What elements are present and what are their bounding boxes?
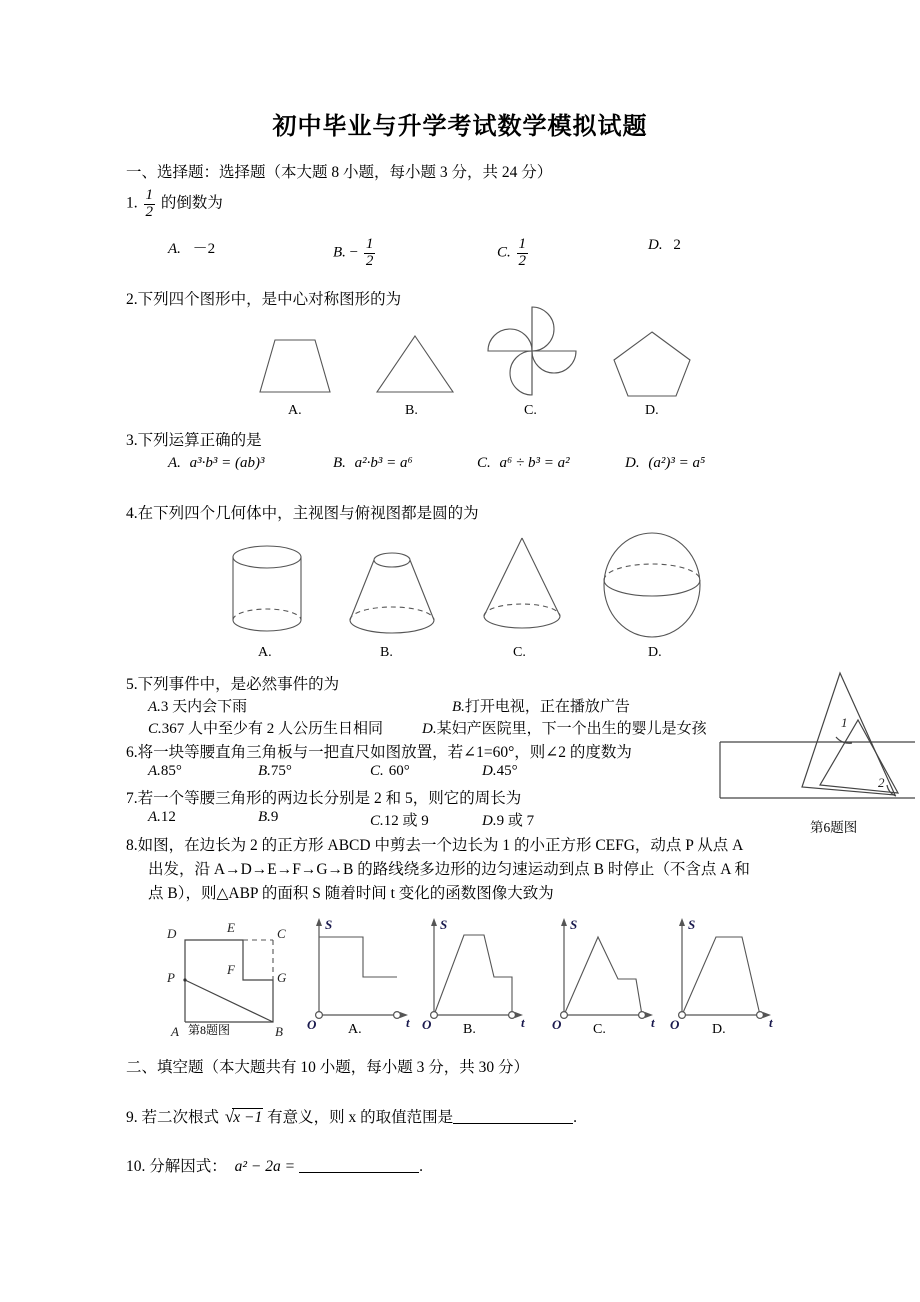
q8-label-F: F — [227, 962, 235, 977]
question-8-line-3: 点 B），则△ABP 的面积 S 随着时间 t 变化的函数图像大致为 — [148, 885, 554, 902]
question-3-stem: 3.下列运算正确的是 — [126, 432, 262, 449]
q4-option-c-label: C. — [513, 645, 526, 660]
q8-graph-c — [550, 915, 660, 1030]
q8-graph-a — [305, 915, 415, 1030]
question-8-line-1: 8.如图，在边长为 2 的正方形 ABCD 中剪去一个边长为 1 的小正方形 CEFG，动点 P 从点 A — [126, 837, 744, 854]
q8-label-G: G — [277, 970, 287, 985]
q7-option-c: C.12 或 9 — [370, 813, 429, 829]
q8-label-C: C — [277, 926, 286, 941]
q6-angle-1-label: 1 — [841, 715, 848, 730]
q8-graph-a-origin-label: O — [307, 1017, 317, 1032]
q9-radical: √x −1 — [224, 1107, 263, 1126]
question-8-line-2: 出发，沿 A→D→E→F→G→B 的路线绕多边形的边匀速运动到点 B 时停止（不含点 A 和 — [148, 861, 750, 878]
q8-graph-d-label: D. — [712, 1022, 726, 1037]
q6-option-a: A.85° — [148, 763, 182, 779]
q1-stem-tail: 的倒数为 — [160, 194, 223, 212]
q6-option-d: D.45° — [482, 763, 518, 779]
q8-graph-a-y-axis-label: S — [325, 917, 333, 932]
q8-label-P: P — [167, 970, 175, 985]
q2-option-c-label: C. — [524, 403, 537, 418]
question-10: 10. 分解因式： a² − 2a = . — [126, 1158, 423, 1175]
question-1-stem — [126, 188, 223, 221]
q2-shape-triangle — [365, 320, 465, 405]
question-6-stem: 6.将一块等腰直角三角板与一把直尺如图放置，若∠1=60°，则∠2 的度数为 — [126, 744, 632, 761]
q5-option-d: D.某妇产医院里，下一个出生的婴儿是女孩 — [422, 721, 707, 737]
q4-solid-cylinder — [225, 535, 315, 640]
q8-graph-d-y-axis-label: S — [688, 917, 696, 932]
q6-option-b: B.75° — [258, 763, 292, 779]
q8-graph-c-y-axis-label: S — [570, 917, 578, 932]
q1-option-c-fraction: $\frac{1}{2}$ — [518, 236, 527, 269]
q8-label-E: E — [227, 920, 235, 935]
q8-graph-d-origin-label: O — [670, 1017, 680, 1032]
q8-label-A: A — [171, 1024, 179, 1039]
q8-graph-b — [420, 915, 530, 1030]
q2-shape-trapezoid — [250, 320, 340, 405]
q8-figure-caption: 第8题图 — [188, 1023, 231, 1037]
q1-number: 1. — [126, 194, 138, 212]
q4-solid-frustum — [340, 535, 445, 640]
q8-graph-c-label: C. — [593, 1022, 606, 1037]
q2-shape-pentagon — [605, 320, 700, 405]
q2-option-b-label: B. — [405, 403, 418, 418]
q8-graph-c-x-axis-label: t — [651, 1015, 655, 1030]
q1-option-c: C. $\frac{1}{2}$ — [497, 236, 527, 269]
q6-angle-2-label: 2 — [878, 775, 885, 790]
q6-figure-caption: 第6题图 — [810, 820, 858, 835]
q1-option-d: D. 2 — [648, 237, 681, 253]
q1-option-b-fraction: $\frac{1}{2}$ — [365, 236, 374, 269]
q8-label-D: D — [167, 926, 177, 941]
q7-option-b: B.9 — [258, 809, 279, 825]
q8-graph-c-origin-label: O — [552, 1017, 562, 1032]
q1-option-a: A. －2 — [168, 241, 216, 257]
q1-option-b: B. − $\frac{1}{2}$ — [333, 236, 374, 269]
q8-graph-d-x-axis-label: t — [769, 1015, 773, 1030]
q3-option-d: D. (a²)³ = a⁵ — [625, 455, 706, 471]
question-9: 9. 若二次根式 √x −1 有意义，则 x 的取值范围是 . — [126, 1107, 577, 1126]
q4-option-d-label: D. — [648, 645, 662, 660]
q10-answer-blank[interactable] — [299, 1157, 419, 1173]
q5-option-a: A.3 天内会下雨 — [148, 699, 248, 715]
q3-option-c: C. a⁶ ÷ b³ = a² — [477, 455, 570, 471]
q1-fraction: $\frac{1}{2}$ — [145, 187, 153, 220]
q2-shape-pinwheel — [480, 303, 585, 403]
q5-option-b: B.打开电视，正在播放广告 — [452, 699, 630, 715]
q9-answer-blank[interactable] — [453, 1108, 573, 1124]
q2-option-d-label: D. — [645, 403, 659, 418]
q4-option-a-label: A. — [258, 645, 272, 660]
q8-graph-d — [668, 915, 780, 1030]
section-heading-fill: 二、填空题（本大题共有 10 小题，每小题 3 分，共 30 分） — [126, 1059, 530, 1076]
q8-graph-b-y-axis-label: S — [440, 917, 448, 932]
q8-graph-a-x-axis-label: t — [406, 1015, 410, 1030]
q6-figure-triangle-ruler — [755, 665, 920, 810]
q8-graph-b-origin-label: O — [422, 1017, 432, 1032]
q4-solid-sphere — [595, 528, 710, 640]
q8-figure-polygon — [165, 912, 310, 1037]
q6-option-c: C. 60° — [370, 763, 410, 779]
question-2-stem: 2.下列四个图形中，是中心对称图形的为 — [126, 291, 402, 308]
q3-option-b: B. a²·b³ = a⁶ — [333, 455, 413, 471]
q4-solid-cone — [470, 528, 570, 640]
q5-option-c: C.367 人中至少有 2 人公历生日相同 — [148, 721, 384, 737]
question-5-stem: 5.下列事件中，是必然事件的为 — [126, 676, 340, 693]
q7-option-a: A.12 — [148, 809, 176, 825]
q8-label-B: B — [275, 1024, 283, 1039]
q8-graph-a-label: A. — [348, 1022, 362, 1037]
q4-option-b-label: B. — [380, 645, 393, 660]
q8-graph-b-x-axis-label: t — [521, 1015, 525, 1030]
q7-option-d: D.9 或 7 — [482, 813, 535, 829]
q3-option-a: A. a³·b³ = (ab)³ — [168, 455, 265, 471]
section-heading-choice: 一、选择题：选择题（本大题 8 小题，每小题 3 分，共 24 分） — [126, 164, 553, 181]
question-7-stem: 7.若一个等腰三角形的两边长分别是 2 和 5，则它的周长为 — [126, 790, 522, 807]
page-title: 初中毕业与升学考试数学模拟试题 — [272, 114, 648, 140]
q8-graph-b-label: B. — [463, 1022, 476, 1037]
question-4-stem: 4.在下列四个几何体中，主视图与俯视图都是圆的为 — [126, 505, 479, 522]
q2-option-a-label: A. — [288, 403, 302, 418]
